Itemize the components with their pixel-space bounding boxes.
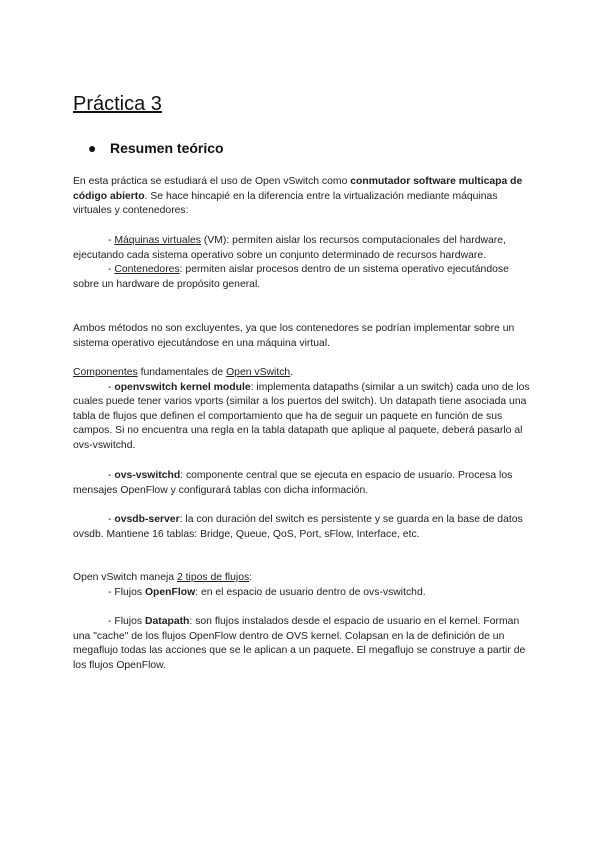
vm-item — [73, 234, 533, 263]
methods-paragraph: Ambos métodos no son excluyentes, ya que los contenedores se podrían implementar sobre un sistema operativo ejecutándose en una máquina virtual. — [73, 323, 515, 349]
intro-paragraph — [73, 175, 533, 219]
vswitchd-dash: - — [108, 470, 115, 481]
ovsdb-desc: : la con duración del switch es persistente y se guarda en la base de datos ovsdb. Mantiene 16 tablas: Bridge, Queue, QoS, Port, sFlow, Interface, etc. — [73, 514, 523, 540]
section-heading — [88, 139, 224, 157]
flows-intro-term: 2 tipos de flujos — [176, 572, 250, 583]
datapath-flows-desc: : son flujos instalados desde el espacio de usuario en el kernel. Forman una "cache" de los flujos OpenFlow dentro de OVS kernel. Colapsan en la de definición de un megaflujo todas las acciones que se le aplican a un paquete. El megaflujo se construye a partir de los flujos OpenFlow. — [73, 616, 526, 671]
kernel-module-name: openvswitch kernel module — [114, 381, 251, 393]
kernel-module-desc: : implementa datapaths (similar a un switch) cada uno de los cuales puede tener varios vports (similar a los puertos del switch). Un datapath tiene asociada una tabla de flujos que definen el comportamiento que ha de seguir un paquete en función de sus campos. Si no encuentra una regla en la tabla datapath que aplique al paquete, deberá pasarlo al ovs-vswitchd. — [73, 381, 530, 451]
flows-intro-text: Open vSwitch maneja — [73, 572, 177, 583]
vm-desc: (VM): permiten aislar los recursos computacionales del hardware, ejecutando cada sistema operativo sobre un conjunto determinado de recursos hardware. — [73, 235, 506, 261]
openvswitch-term: Open vSwitch — [226, 367, 291, 378]
containers-item — [73, 263, 533, 292]
openflow-flows-item — [73, 586, 533, 601]
vswitchd-item — [73, 469, 533, 498]
components-term: Componentes — [73, 367, 138, 378]
components-section — [73, 366, 533, 454]
ovsdb-item — [73, 513, 533, 542]
components-heading — [73, 366, 533, 381]
intro-text-2: . Se hace hincapié en la diferencia entre la virtualización mediante máquinas virtuales y contenedores: — [73, 190, 498, 217]
openflow-flows-pre: - Flujos — [108, 586, 145, 598]
flows-intro — [73, 571, 533, 586]
openflow-flows-desc: : en el espacio de usuario dentro de ovs-vswitchd. — [195, 586, 426, 598]
ovsdb-name: ovsdb-server — [114, 514, 180, 525]
components-end: . — [290, 367, 294, 378]
components-mid: fundamentales de — [137, 367, 227, 378]
virtualization-list — [73, 234, 533, 292]
kernel-module-dash: - — [108, 381, 115, 393]
vm-dash: - — [108, 235, 115, 246]
flows-intro-end: : — [249, 572, 253, 583]
kernel-module-item — [73, 381, 533, 454]
containers-desc: : permiten aislar procesos dentro de un sistema operativo ejecutándose sobre un hardware de propósito general. — [73, 264, 509, 290]
datapath-flows-pre: - Flujos — [108, 616, 145, 627]
containers-dash: - — [108, 264, 115, 276]
page-title: Práctica 3 — [73, 93, 162, 115]
ovsdb-dash: - — [108, 514, 115, 525]
intro-text-1: En esta práctica se estudiará el uso de Open vSwitch como — [73, 176, 351, 187]
flows-section — [73, 571, 533, 600]
datapath-flows-name: Datapath — [144, 616, 190, 627]
section-heading-text: Resumen teórico — [110, 140, 224, 156]
containers-term: Contenedores — [114, 264, 180, 276]
intro-bold-term: conmutador software multicapa de código abierto — [73, 176, 523, 202]
datapath-flows-item — [73, 615, 533, 673]
vswitchd-name: ovs-vswitchd — [114, 470, 181, 481]
bullet-icon: ● — [88, 140, 97, 156]
vswitchd-desc: : componente central que se ejecuta en espacio de usuario. Procesa los mensajes OpenFlow y configurará tablas con dicha información. — [73, 470, 513, 496]
openflow-flows-name: OpenFlow — [144, 586, 196, 598]
vm-term: Máquinas virtuales — [114, 235, 201, 246]
